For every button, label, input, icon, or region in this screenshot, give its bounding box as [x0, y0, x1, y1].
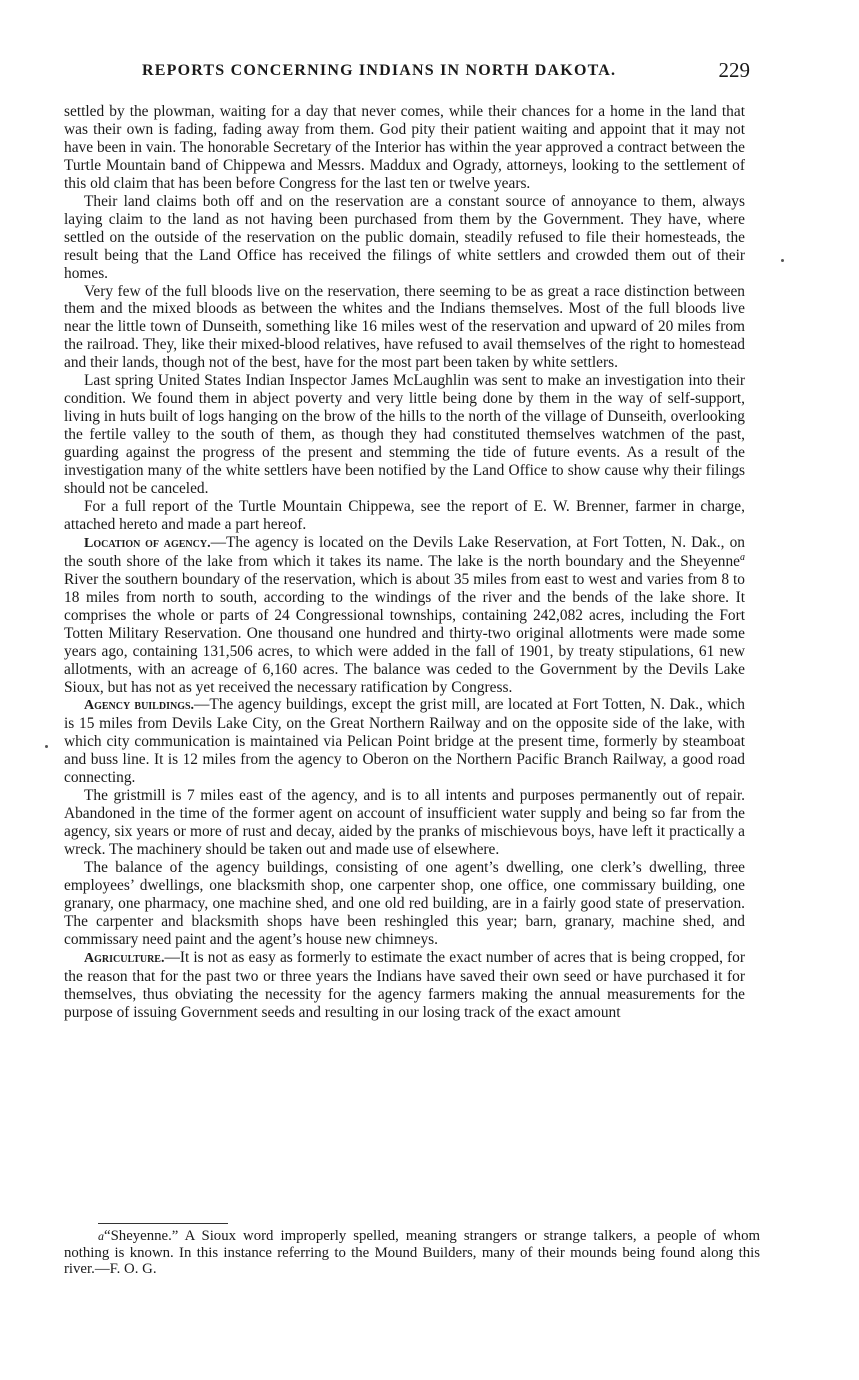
page-number: 229	[718, 58, 750, 82]
footnote-rule	[98, 1223, 228, 1224]
footnote-reference: a	[740, 551, 745, 563]
paragraph-land-claims: Their land claims both off and on the reservation are a constant source of annoyance to them, always laying claim to the land as not having been purchased from them by the Government. They have, where settled on the outside of the reservation on the public domain, steadily refused to file their homesteads, the result being that the Land Office has received the filings of white settlers and crowded them out of their homes.	[64, 192, 745, 282]
print-speck	[45, 745, 48, 748]
paragraph-agriculture: Agriculture.—It is not as easy as formerly to estimate the exact number of acres that is being cropped, for the reason that for the past two or three years the Indians have saved their own seed or have purchased it for themselves, thus obviating the necessity for the agency farmers making the annual measurements for the purpose of issuing Government seeds and resulting in our losing track of the exact amount	[64, 948, 745, 1021]
paragraph-buildings-balance: The balance of the agency buildings, consisting of one agent’s dwelling, one clerk’s dwelling, three employees’ dwellings, one blacksmith shop, one carpenter shop, one office, one commissary building, one granary, one pharmacy, one machine shed, and one old red building, are in a fairly good state of preservation. The carpenter and blacksmith shops have been reshingled this year; barn, granary, machine shed, and commissary need paint and the agent’s house new chimneys.	[64, 859, 745, 948]
footnote-mark: a	[98, 1229, 104, 1243]
footnote-text: “Sheyenne.” A Sioux word improperly spelled, meaning strangers or strange talkers, a people of whom nothing is known. In this instance referring to the Mound Builders, many of their mounds being found along this river.—F. O. G.	[64, 1228, 760, 1278]
page-header	[64, 58, 750, 88]
footnote	[64, 1228, 760, 1278]
paragraph-report-reference: For a full report of the Turtle Mountain Chippewa, see the report of E. W. Brenner, farmer in charge, attached hereto and made a part hereof.	[64, 497, 745, 533]
section-heading-buildings: Agency buildings.	[84, 698, 195, 714]
section-heading-agriculture: Agriculture.	[84, 950, 165, 966]
section-heading-location: Location of agency.	[84, 535, 211, 551]
paragraph-full-bloods: Very few of the full bloods live on the reservation, there seeming to be as great a race distinction between them and the mixed bloods as between the whites and the Indians themselves. Most of the full bloods live near the little town of Dunseith, something like 16 miles west of the reservation and upward of 20 miles from the railroad. They, like their mixed-blood relatives, have refused to avail themselves of the right to homestead and their lands, though not of the best, have for the most part been taken by white settlers.	[64, 282, 745, 372]
paragraph-gristmill: The gristmill is 7 miles east of the agency, and is to all intents and purposes permanently out of repair. Abandoned in the time of the former agent on account of insufficient water supply and being so far from the agency, six years or more of rust and decay, aided by the pranks of mischievous boys, have left it practically a wreck. The machinery should be taken out and made use of elsewhere.	[64, 787, 745, 859]
paragraph-continuation: settled by the plowman, waiting for a day that never comes, while their chances for a home in the land that was their own is fading, fading away from them. God pity their patient waiting and appoint that it may not have been in vain. The honorable Secretary of the Interior has within the year approved a contract between the Turtle Mountain band of Chippewa and Messrs. Maddux and Ogrady, attorneys, looking to the settlement of this old claim that has been before Congress for the last ten or twelve years.	[64, 103, 745, 192]
paragraph-agency-buildings: Agency buildings.—The agency buildings, except the grist mill, are located at Fort Totten, N. Dak., which is 15 miles from Devils Lake City, on the Great Northern Railway and on the opposite side of the lake, with which city communication is maintained via Pelican Point bridge at the present time, formerly by steamboat and buss line. It is 12 miles from the agency to Oberon on the Northern Pacific Branch Railway, a good road connecting.	[64, 696, 745, 787]
body-text	[64, 103, 745, 1022]
paragraph-location-of-agency: Location of agency.—The agency is located on the Devils Lake Reservation, at Fort Totten, N. Dak., on the south shore of the lake from which it takes its name. The lake is the north boundary and the Sheyenne$^a$ River the southern boundary of the reservation, which is about 35 miles from east to west and varies from 8 to 18 miles from north to south, according to the windings of the river and the bends of the lake shore. It comprises the whole or parts of 24 Congressional townships, containing 242,082 acres, including the Fort Totten Military Reservation. One thousand one hundred and thirty-two original allotments were made some years ago, containing 131,506 acres, to which were added in the fall of 1901, by treaty stipulations, 61 new allotments, with an acreage of 6,160 acres. The balance was ceded to the Government by the Devils Lake Sioux, but has not as yet received the necessary ratification by Congress.	[64, 533, 745, 696]
running-title: REPORTS CONCERNING INDIANS IN NORTH DAKOTA.	[142, 62, 617, 79]
print-speck	[781, 259, 784, 262]
paragraph-inspection: Last spring United States Indian Inspector James McLaughlin was sent to make an investigation into their condition. We found them in abject poverty and very little being done by them in the way of self-support, living in huts built of logs hanging on the brow of the hills to the north of the village of Dunseith, overlooking the fertile valley to the south of them, as though they had constituted themselves watchmen of the past, guarding against the progress of the present and stemming the tide of future events. As a result of the investigation many of the white settlers have been notified by the Land Office to show cause why their filings should not be canceled.	[64, 372, 745, 498]
